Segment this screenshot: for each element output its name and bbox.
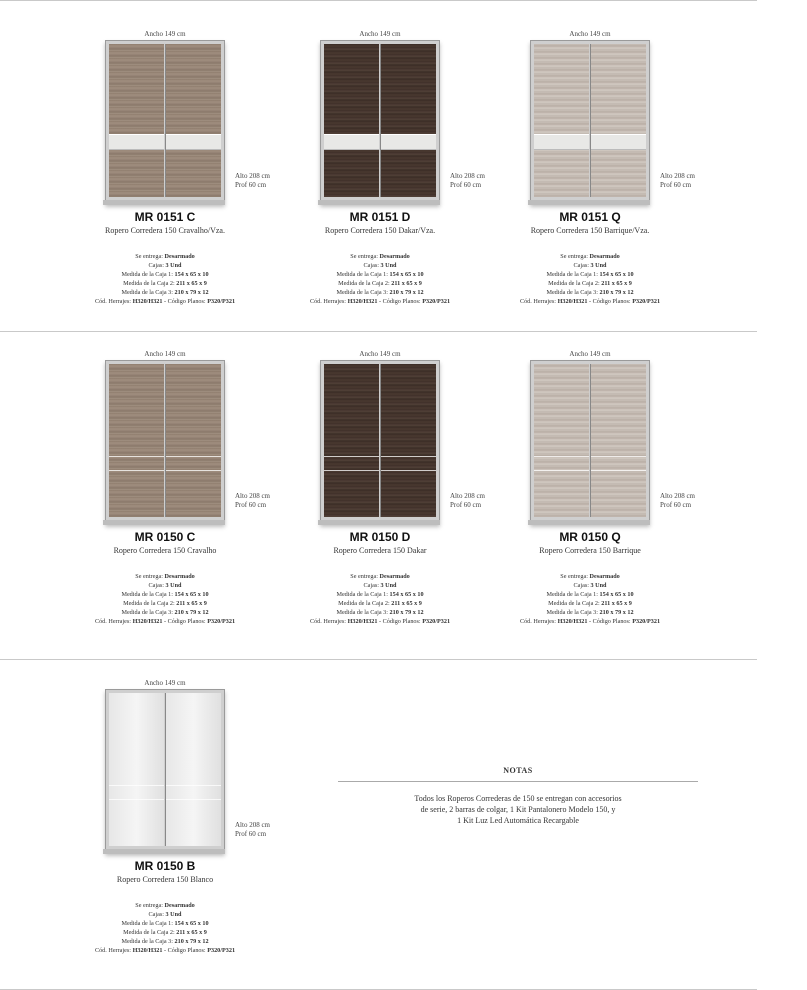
dimensions [450, 172, 485, 190]
spec-codes: Cód. Herrajes: H320/H321 - Código Planos: P320/P321 [309, 298, 451, 305]
spec-block [45, 901, 285, 955]
depth-label: Prof 60 cm [660, 181, 692, 189]
notas-title: NOTAS [503, 766, 533, 775]
depth-label: Prof 60 cm [235, 501, 267, 509]
product-description: Ropero Corredera 150 Dakar [333, 546, 427, 555]
right-door [165, 44, 221, 197]
product-card [500, 30, 760, 340]
spec-caja-3: Medida de la Caja 3: 210 x 79 x 12 [546, 609, 634, 616]
width-label: Ancho 149 cm [359, 30, 401, 38]
wardrobe-image [320, 40, 440, 204]
spec-caja-2: Medida de la Caja 2: 211 x 65 x 9 [123, 600, 207, 607]
depth-label: Prof 60 cm [450, 501, 482, 509]
right-door [165, 364, 221, 517]
wardrobe-image [105, 360, 225, 524]
wardrobe-base [103, 520, 225, 525]
spec-caja-3: Medida de la Caja 3: 210 x 79 x 12 [546, 289, 634, 296]
spec-codes: Cód. Herrajes: H320/H321 - Código Planos: P320/P321 [519, 298, 661, 305]
dimensions [235, 172, 270, 190]
height-label: Alto 208 cm [235, 821, 270, 829]
spec-entrega: Se entrega: Desarmado [560, 573, 620, 580]
wardrobe-base [103, 849, 225, 854]
dimensions [660, 172, 695, 190]
wardrobe-base [103, 200, 225, 205]
product-description: Ropero Corredera 150 Barrique [539, 546, 641, 555]
model-code: MR 0150 C [134, 530, 196, 544]
spec-cajas: Cajas: 3 Und [148, 582, 182, 589]
spec-caja-1: Medida de la Caja 1: 154 x 65 x 10 [336, 591, 424, 598]
spec-entrega: Se entrega: Desarmado [560, 253, 620, 260]
spec-block [45, 572, 285, 626]
spec-caja-2: Medida de la Caja 2: 211 x 65 x 9 [123, 280, 207, 287]
width-label: Ancho 149 cm [144, 679, 186, 687]
notas-line: 1 Kit Luz Led Automática Recargable [457, 816, 579, 825]
left-door [534, 364, 589, 517]
spec-cajas: Cajas: 3 Und [148, 911, 182, 918]
notas-line: Todos los Roperos Correderas de 150 se entregan con accesorios [414, 794, 622, 803]
notas-divider [338, 781, 698, 782]
spec-codes: Cód. Herrajes: H320/H321 - Código Planos: P320/P321 [94, 618, 236, 625]
width-label: Ancho 149 cm [569, 30, 611, 38]
spec-caja-2: Medida de la Caja 2: 211 x 65 x 9 [338, 600, 422, 607]
spec-caja-2: Medida de la Caja 2: 211 x 65 x 9 [548, 600, 632, 607]
product-description: Ropero Corredera 150 Barrique/Vza. [530, 226, 650, 235]
product-card [500, 350, 760, 660]
right-door [590, 364, 646, 517]
height-label: Alto 208 cm [660, 172, 695, 180]
spec-caja-3: Medida de la Caja 3: 210 x 79 x 12 [121, 609, 209, 616]
product-card [75, 679, 335, 989]
spec-cajas: Cajas: 3 Und [363, 582, 397, 589]
left-door [324, 44, 379, 197]
left-door [109, 44, 164, 197]
spec-entrega: Se entrega: Desarmado [135, 902, 195, 909]
spec-block [470, 252, 710, 306]
spec-caja-2: Medida de la Caja 2: 211 x 65 x 9 [548, 280, 632, 287]
spec-caja-1: Medida de la Caja 1: 154 x 65 x 10 [121, 271, 209, 278]
right-door [380, 364, 436, 517]
width-label: Ancho 149 cm [144, 30, 186, 38]
product-description: Ropero Corredera 150 Blanco [116, 875, 214, 884]
spec-block [45, 252, 285, 306]
spec-caja-2: Medida de la Caja 2: 211 x 65 x 9 [123, 929, 207, 936]
depth-label: Prof 60 cm [235, 181, 267, 189]
product-description: Ropero Corredera 150 Cravalho [113, 546, 217, 555]
wardrobe-image [530, 360, 650, 524]
spec-caja-1: Medida de la Caja 1: 154 x 65 x 10 [546, 271, 634, 278]
spec-block [470, 572, 710, 626]
spec-caja-1: Medida de la Caja 1: 154 x 65 x 10 [546, 591, 634, 598]
width-label: Ancho 149 cm [144, 350, 186, 358]
model-code: MR 0150 D [349, 530, 411, 544]
wardrobe-base [318, 200, 440, 205]
left-door [109, 364, 164, 517]
spec-cajas: Cajas: 3 Und [363, 262, 397, 269]
model-code: MR 0150 B [134, 859, 196, 873]
spec-caja-2: Medida de la Caja 2: 211 x 65 x 9 [338, 280, 422, 287]
spec-caja-3: Medida de la Caja 3: 210 x 79 x 12 [121, 938, 209, 945]
wardrobe-image [320, 360, 440, 524]
height-label: Alto 208 cm [235, 172, 270, 180]
model-code: MR 0151 Q [559, 210, 621, 224]
spec-caja-3: Medida de la Caja 3: 210 x 79 x 12 [336, 289, 424, 296]
model-code: MR 0150 Q [559, 530, 621, 544]
wardrobe-base [528, 520, 650, 525]
spec-block [260, 252, 500, 306]
left-door [534, 44, 589, 197]
model-code: MR 0151 D [349, 210, 411, 224]
product-description: Ropero Corredera 150 Dakar/Vza. [324, 226, 436, 235]
width-label: Ancho 149 cm [569, 350, 611, 358]
spec-codes: Cód. Herrajes: H320/H321 - Código Planos: P320/P321 [519, 618, 661, 625]
dimensions [235, 821, 270, 839]
right-door [165, 693, 221, 846]
left-door [324, 364, 379, 517]
spec-caja-3: Medida de la Caja 3: 210 x 79 x 12 [121, 289, 209, 296]
right-door [590, 44, 646, 197]
wardrobe-base [318, 520, 440, 525]
spec-cajas: Cajas: 3 Und [148, 262, 182, 269]
spec-entrega: Se entrega: Desarmado [350, 573, 410, 580]
wardrobe-image [105, 40, 225, 204]
height-label: Alto 208 cm [660, 492, 695, 500]
wardrobe-base [528, 200, 650, 205]
height-label: Alto 208 cm [450, 492, 485, 500]
spec-entrega: Se entrega: Desarmado [350, 253, 410, 260]
width-label: Ancho 149 cm [359, 350, 401, 358]
spec-codes: Cód. Herrajes: H320/H321 - Código Planos: P320/P321 [94, 947, 236, 954]
model-code: MR 0151 C [134, 210, 196, 224]
depth-label: Prof 60 cm [235, 830, 267, 838]
spec-cajas: Cajas: 3 Und [573, 582, 607, 589]
notas-body [338, 793, 698, 826]
depth-label: Prof 60 cm [450, 181, 482, 189]
spec-entrega: Se entrega: Desarmado [135, 573, 195, 580]
spec-block [260, 572, 500, 626]
spec-codes: Cód. Herrajes: H320/H321 - Código Planos: P320/P321 [309, 618, 451, 625]
spec-codes: Cód. Herrajes: H320/H321 - Código Planos: P320/P321 [94, 298, 236, 305]
product-description: Ropero Corredera 150 Cravalho/Vza. [105, 226, 225, 235]
height-label: Alto 208 cm [235, 492, 270, 500]
wardrobe-image [105, 689, 225, 853]
dimensions [660, 492, 695, 510]
spec-caja-1: Medida de la Caja 1: 154 x 65 x 10 [121, 920, 209, 927]
notas-line: de serie, 2 barras de colgar, 1 Kit Pantalonero Modelo 150, y [420, 805, 616, 814]
spec-caja-3: Medida de la Caja 3: 210 x 79 x 12 [336, 609, 424, 616]
spec-cajas: Cajas: 3 Und [573, 262, 607, 269]
height-label: Alto 208 cm [450, 172, 485, 180]
divider-top [0, 0, 757, 1]
spec-entrega: Se entrega: Desarmado [135, 253, 195, 260]
wardrobe-image [530, 40, 650, 204]
left-door [109, 693, 164, 846]
right-door [380, 44, 436, 197]
dimensions [235, 492, 270, 510]
spec-caja-1: Medida de la Caja 1: 154 x 65 x 10 [121, 591, 209, 598]
spec-caja-1: Medida de la Caja 1: 154 x 65 x 10 [336, 271, 424, 278]
dimensions [450, 492, 485, 510]
depth-label: Prof 60 cm [660, 501, 692, 509]
